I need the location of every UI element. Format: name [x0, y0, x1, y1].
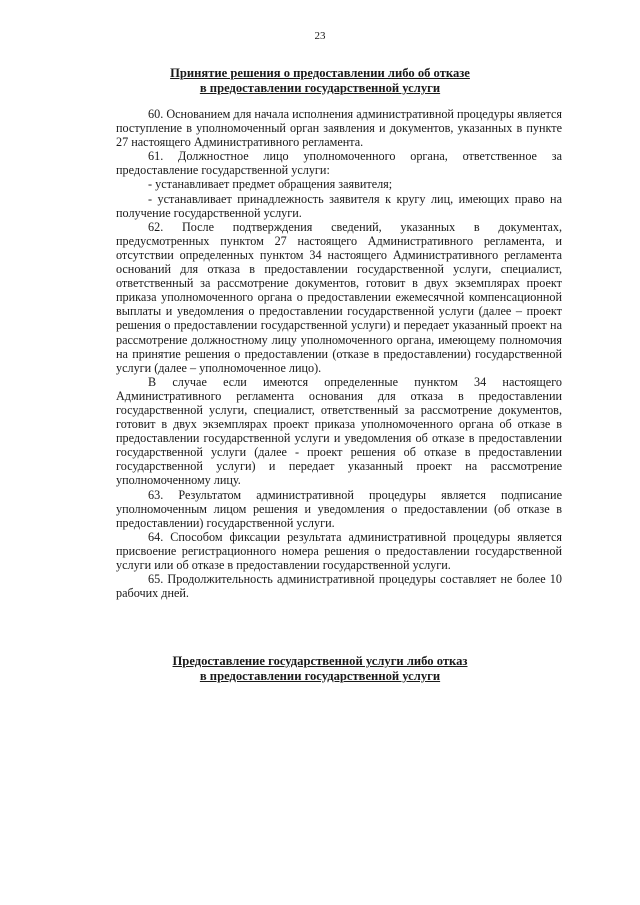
section-heading-line: в предоставлении государственной услуги: [199, 669, 441, 683]
paragraph-65: 65. Продолжительность административной процедуры составляет не более 10 рабочих дней.: [116, 572, 562, 601]
paragraph-61-item-2: - устанавливает принадлежность заявителя к кругу лиц, имеющих право на получение государственной услуги.: [116, 191, 562, 220]
paragraph-60: 60. Основанием для начала исполнения административной процедуры является поступление в уполномоченный орган заявления и документов, указанных в пункте 27 настоящего Административного регламента.: [116, 107, 562, 150]
section-heading-line: в предоставлении государственной услуги: [199, 81, 441, 95]
section-heading-line: Принятие решения о предоставлении либо об отказе: [170, 66, 470, 80]
paragraph-62-refusal: В случае если имеются определенные пунктом 34 настоящего Административного регламента основания для отказа в предоставлении государственной услуги, специалист, ответственный за рассмотрение документов, готовит в двух экземплярах проект приказа уполномоченного органа об отказе в предоставлении государственной услуги и уведомления об отказе в предоставлении государственной услуги (далее - проект решения об отказе в предоставлении государственной услуги) и передает указанный проект на рассмотрение уполномоченному лицу.: [116, 374, 562, 488]
paragraph-63: 63. Результатом административной процедуры является подписание уполномоченным лицом решения и уведомления о предоставлении (об отказе в предоставлении) государственной услуги.: [116, 487, 562, 530]
section-heading-line: Предоставление государственной услуги либо отказ: [172, 654, 468, 668]
document-body: [116, 107, 562, 600]
paragraph-62: 62. После подтверждения сведений, указанных в документах, предусмотренных пунктом 27 настоящего Административного регламента, и отсутствии определенных пунктом 34 настоящего Административного регламента оснований для отказа в предоставлении государственной услуги, специалист, ответственный за рассмотрение документов, готовит в двух экземплярах проект приказа уполномоченного органа о предоставлении ежемесячной компенсационной выплаты и уведомления о предоставлении государственной услуги (далее – проект решения о предоставлении государственной услуги) и передает указанный проект на рассмотрение должностному лицу уполномоченного органа, имеющему полномочия на принятие решения о предоставлении (отказе в предоставлении) государственной услуги (далее – уполномоченное лицо).: [116, 219, 562, 375]
page-number: 23: [314, 30, 326, 42]
paragraph-61: 61. Должностное лицо уполномоченного органа, ответственное за предоставление государственной услуги:: [116, 149, 562, 178]
section-heading-decision: [0, 66, 640, 96]
paragraph-61-item-1: - устанавливает предмет обращения заявителя;: [148, 177, 393, 192]
section-heading-provision: [0, 654, 640, 684]
paragraph-64: 64. Способом фиксации результата административной процедуры является присвоение регистрационного номера решения о предоставлении государственной услуги или об отказе в предоставлении государственной услуги.: [116, 529, 562, 572]
